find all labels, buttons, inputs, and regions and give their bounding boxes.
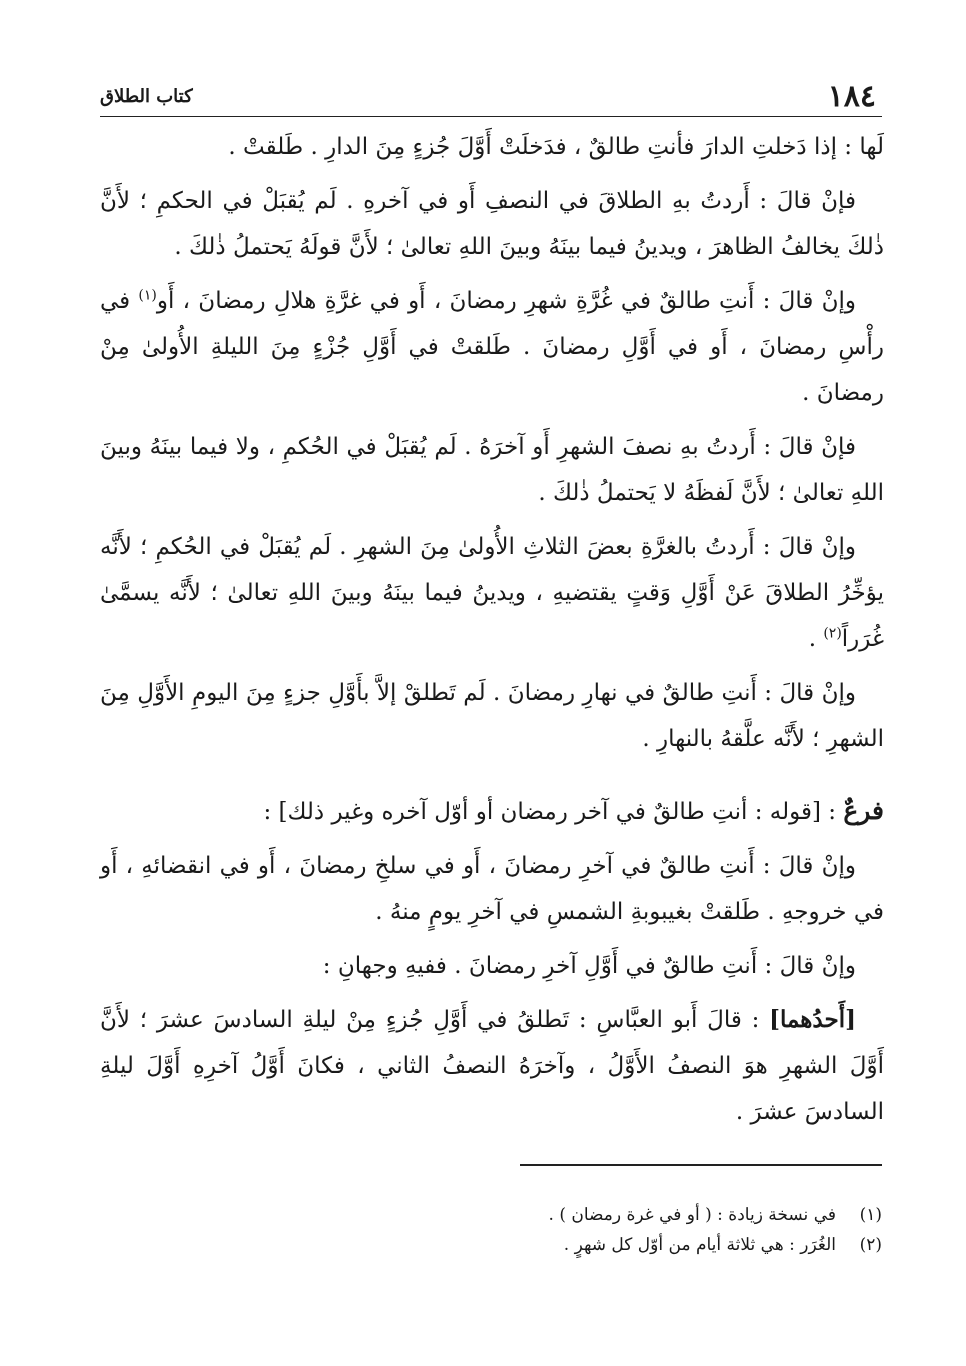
footnote-text: في نسخة زيادة : ( أو في غرة رمضان ) . (548, 1205, 836, 1225)
footnote-text: الغُرَر : هي ثلاثة أيام من أوّل كل شهرٍ . (563, 1235, 836, 1255)
far-label: فرعٌ (843, 796, 884, 825)
paragraph-2: فإنْ قالَ : أَردتُ بهِ الطلاقَ في النصفِ أَو في آخرهِ . لَم يُقبَلْ في الحكمِ ؛ لأَنَّ ذٰلكَ يخالفُ الظاهرَ ، ويدينُ فيما بينَهُ وبينَ اللهِ تعالىٰ ؛ لأَنَّ قولَهُ يَحتملُ ذٰلكَ . (100, 188, 884, 260)
footnote-ref-1: (١) (138, 287, 157, 304)
paragraph-3-text-a: وإنْ قالَ : أَنتِ طالقٌ في غُرَّةِ شهرِ رمضانَ ، أَو في غرَّةِ هلالِ رمضانَ ، أَو (156, 288, 856, 314)
paragraph-3 (100, 278, 884, 416)
paragraph-5-text-b: . (808, 626, 824, 652)
paragraph-9-label: [أَحدُهما] (769, 1006, 856, 1033)
section-heading-text: : [قوله : أنتِ طالقٌ في آخر رمضان أو أوّل آخره وغير ذلك] : (263, 799, 844, 825)
paragraph-3-text-b: في رأْسِ رمضانَ ، أَو في أَوَّلِ رمضانَ . طَلقتْ في أَوَّلِ جُزْءٍ مِنَ الليلةِ الأُولىٰ مِنْ رمضانَ . (100, 288, 884, 406)
footnote-ref-2: (٢) (823, 625, 842, 642)
paragraph-8: وإنْ قالَ : أَنتِ طالقٌ في أَوَّلِ آخرِ رمضانَ . ففيهِ وجهانِ : (322, 953, 856, 979)
paragraph-4: فإنْ قالَ : أَردتُ بهِ نصفَ الشهرِ أَو آخرَهُ . لَم يُقبَلْ في الحُكمِ ، ولا فيما بينَهُ وبينَ اللهِ تعالىٰ ؛ لأَنَّ لَفظَهُ لا يَحتملُ ذٰلكَ . (100, 434, 884, 506)
page-header (100, 80, 882, 117)
paragraph-9 (100, 997, 884, 1135)
paragraph-6: وإنْ قالَ : أَنتِ طالقٌ في نهارِ رمضانَ . لَم تَطلقْ إلاَّ بأَوَّلِ جزءٍ مِنَ اليومِ الأَوَّلِ مِنَ الشهرِ ؛ لأَنَّه علَّقهُ بالنهارِ . (100, 680, 884, 752)
book-title: كتاب الطلاق (100, 86, 193, 107)
paragraph-7: وإنْ قالَ : أَنتِ طالقٌ في آخرِ رمضانَ ، أَو في سلخِ رمضانَ ، أَو في انقضائهِ ، أَو في خروجهِ . طَلقتْ بغيبوبةِ الشمسِ في آخرِ يومٍ منهُ . (100, 853, 884, 925)
main-text (100, 124, 884, 1143)
footnote-number: (١) (859, 1205, 882, 1225)
footnote-number: (٢) (859, 1235, 882, 1255)
footnote-2 (300, 1230, 882, 1260)
paragraph-5 (100, 524, 884, 662)
paragraph-1: لَها : إذا دَخلتِ الدارَ فأنتِ طالقٌ ، فدَخلَتْ أَوَّلَ جُزءٍ مِنَ الدارِ . طَلقتْ . (228, 134, 884, 160)
paragraph-5-text-a: وإنْ قالَ : أَردتُ بالغرَّةِ بعضَ الثلاثِ الأُولىٰ مِنَ الشهرِ . لَم يُقبَلْ في الحُكمِ ؛ لأَنَّه يؤخِّرُ الطلاقَ عَنْ أَوَّلِ وَقتٍ يقتضيهِ ، ويدينُ فيما بينَهُ وبينَ اللهِ تعالىٰ ؛ لأَنَّه يسمَّىٰ غُرَراً (100, 534, 884, 652)
section-heading (100, 788, 884, 835)
page-number: ١٨٤ (827, 79, 876, 114)
footnote-divider (520, 1164, 882, 1166)
paragraph-9-text: : قالَ أَبو العبَّاسِ : تَطلقُ في أَوَّلِ جُزءٍ مِنْ ليلةِ السادسَ عشرَ ؛ لأَنَّ أَوَّلَ الشهرِ هوَ النصفُ الأَوَّلُ ، وآخرَهُ النصفُ الثاني ، فكانَ أَوَّلُ آخرِهِ أَوَّلَ ليلةِ السادسَ عشرَ . (100, 1007, 884, 1125)
footnotes (300, 1200, 882, 1260)
footnote-1 (300, 1200, 882, 1230)
